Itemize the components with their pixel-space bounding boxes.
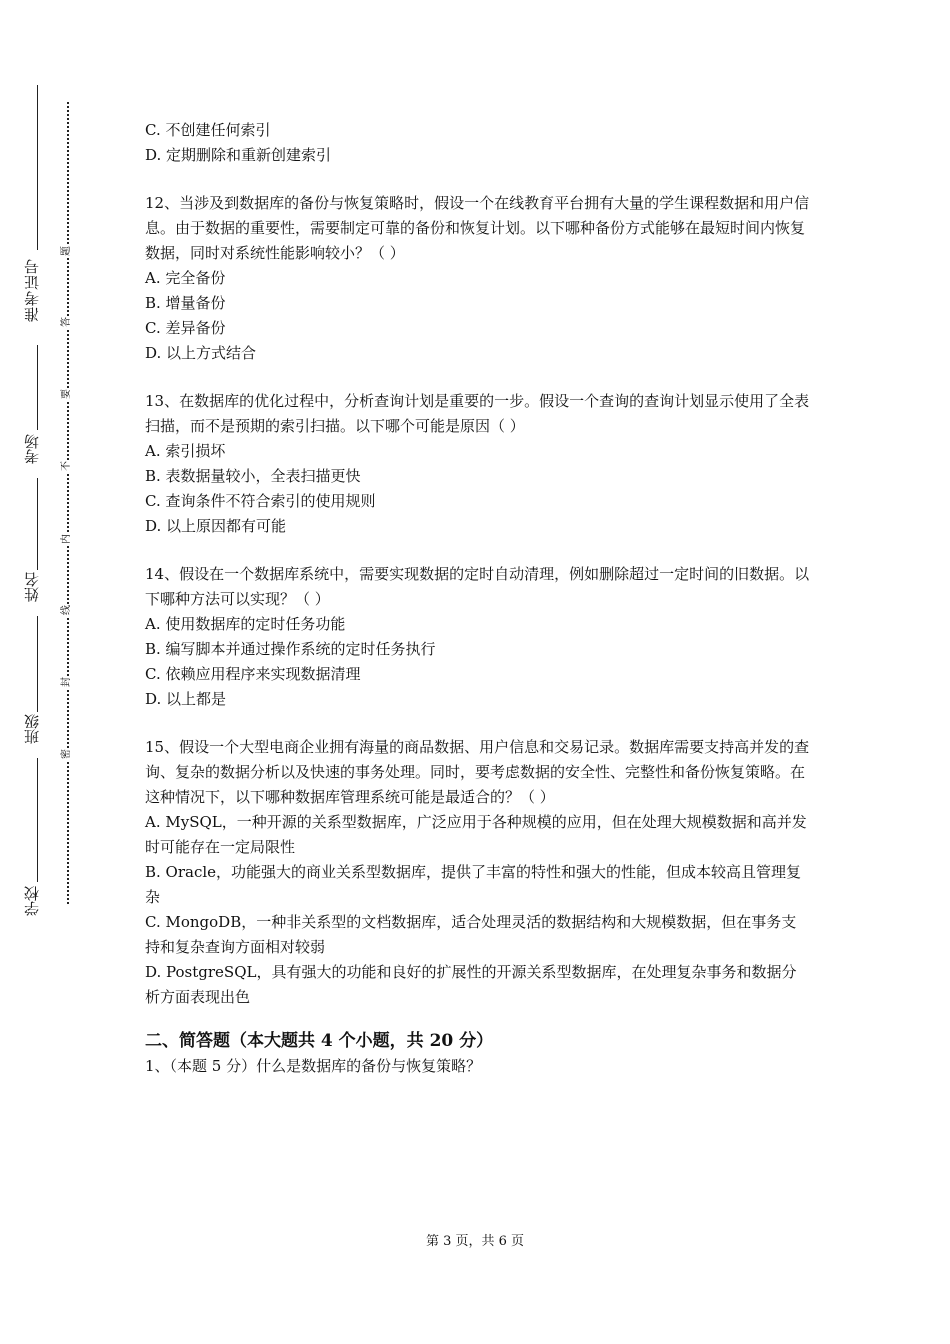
option-d: D. 以上都是	[145, 690, 227, 708]
option-b: B. Oracle，功能强大的商业关系型数据库，提供了丰富的特性和强大的性能，但成本较高且管理复杂	[145, 863, 802, 906]
margin-solid-line	[37, 616, 38, 712]
option-d: D. 定期删除和重新创建索引	[145, 146, 332, 164]
option-d: D. 以上方式结合	[145, 344, 257, 362]
question-12	[145, 191, 810, 366]
option-c: C. 查询条件不符合索引的使用规则	[145, 492, 376, 510]
option-a: A. 使用数据库的定时任务功能	[145, 615, 346, 633]
margin-label-exam-id: 准考证号	[23, 258, 41, 322]
seal-char: 不	[61, 461, 72, 471]
margin-solid-line	[37, 758, 38, 882]
option-b: B. 增量备份	[145, 294, 226, 312]
margin-label-class: 班级	[23, 714, 41, 744]
option-a: A. 完全备份	[145, 269, 226, 287]
seal-char: 答	[61, 317, 72, 327]
exam-content	[145, 118, 810, 1079]
seal-dotted-line	[67, 102, 69, 904]
short-answer-question-1: 1、（本题 5 分）什么是数据库的备份与恢复策略？	[145, 1057, 482, 1075]
question-text: 13、在数据库的优化过程中，分析查询计划是重要的一步。假设一个查询的查询计划显示使用了全表扫描，而不是预期的索引扫描。以下哪个可能是原因（ ）	[145, 392, 810, 435]
page-footer: 第 3 页，共 6 页	[425, 1234, 525, 1249]
margin-solid-line	[37, 85, 38, 250]
section-title: 二、简答题（本大题共 4 个小题，共 20 分）	[145, 1031, 494, 1051]
seal-char: 封	[61, 677, 72, 687]
option-b: B. 编写脚本并通过操作系统的定时任务执行	[145, 640, 436, 658]
option-d: D. PostgreSQL，具有强大的功能和良好的扩展性的开源关系型数据库，在处理复杂事务和数据分析方面表现出色	[145, 963, 797, 1006]
question-text: 12、当涉及到数据库的备份与恢复策略时，假设一个在线教育平台拥有大量的学生课程数据和用户信息。由于数据的重要性，需要制定可靠的备份和恢复计划。以下哪种备份方式能够在最短时间内恢复数据，同时对系统性能影响较小？（ ）	[145, 194, 810, 262]
seal-char: 线	[61, 605, 72, 615]
option-c: C. MongoDB，一种非关系型的文档数据库，适合处理灵活的数据结构和大规模数据，但在事务支持和复杂查询方面相对较弱	[145, 913, 797, 956]
option-c: C. 差异备份	[145, 319, 226, 337]
margin-solid-line	[37, 345, 38, 430]
margin-label-exam-room: 考场	[23, 434, 41, 464]
question-15	[145, 735, 810, 1010]
question-text: 14、假设在一个数据库系统中，需要实现数据的定时自动清理，例如删除超过一定时间的旧数据。以下哪种方法可以实现？（ ）	[145, 565, 810, 608]
option-c: C. 依赖应用程序来实现数据清理	[145, 665, 361, 683]
binding-margin	[0, 0, 70, 1344]
margin-label-school: 学校	[23, 886, 41, 916]
margin-solid-line	[37, 478, 38, 570]
seal-char: 要	[61, 389, 72, 399]
question-14	[145, 562, 810, 712]
option-a: A. MySQL，一种开源的关系型数据库，广泛应用于各种规模的应用，但在处理大规模数据和高并发时可能存在一定局限性	[145, 813, 807, 856]
option-c: C. 不创建任何索引	[145, 121, 271, 139]
seal-char: 密	[61, 749, 72, 759]
question-text: 15、假设一个大型电商企业拥有海量的商品数据、用户信息和交易记录。数据库需要支持高并发的查询、复杂的数据分析以及快速的事务处理。同时，要考虑数据的安全性、完整性和备份恢复策略。在这种情况下，以下哪种数据库管理系统可能是最适合的？（ ）	[145, 738, 810, 806]
option-a: A. 索引损坏	[145, 442, 226, 460]
option-b: B. 表数据量较小，全表扫描更快	[145, 467, 361, 485]
question-11-continued	[145, 118, 810, 168]
option-d: D. 以上原因都有可能	[145, 517, 287, 535]
question-13	[145, 389, 810, 539]
seal-char: 题	[61, 246, 72, 256]
seal-char: 内	[61, 534, 72, 544]
margin-label-name: 姓名	[23, 572, 41, 602]
